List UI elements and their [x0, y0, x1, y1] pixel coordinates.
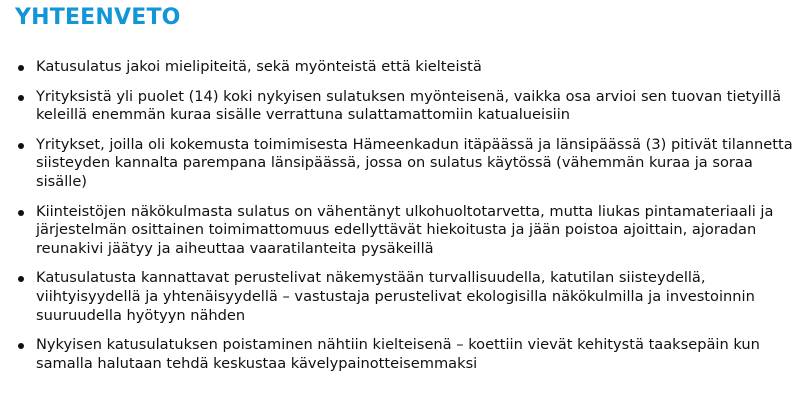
bullet-text: Yrityksistä yli puolet (14) koki nykyisen sulatuksen myönteisenä, vaikka osa arvioi sen tuovan tietyillä keleillä enemmän kuraa sisälle verrattuna sulattamattomiin katualueisiin	[36, 87, 782, 124]
list-item	[0, 336, 801, 373]
page-title: YHTEENVETO	[15, 5, 181, 30]
bullet-text: Kiinteistöjen näkökulmasta sulatus on vähentänyt ulkohuoltotarvetta, mutta liukas pintamateriaali ja järjestelmän osittainen toimimattomuus edellyttävät hiekoitusta ja jään poistoa ajoittain, ajoradan reunakivi jäätyy ja aiheuttaa vaaratilanteita pysäkeillä	[36, 202, 774, 257]
bullet-icon	[18, 276, 24, 282]
bullet-text: Yritykset, joilla oli kokemusta toimimisesta Hämeenkadun itäpäässä ja länsipäässä (3) pitivät tilannetta siisteyden kannalta parempana länsipäässä, jossa on sulatus käytössä (vähemmän kuraa ja soraa sisälle)	[36, 135, 793, 190]
bullet-icon	[18, 210, 24, 216]
list-item	[0, 136, 801, 192]
bullet-text: Katusulatus jakoi mielipiteitä, sekä myönteistä että kielteistä	[36, 58, 482, 75]
bullet-text: Katusulatusta kannattavat perustelivat näkemystään turvallisuudella, katutilan siisteydellä, viihtyisyydellä ja yhtenäisyydellä – vastustaja perustelivat ekologisilla näkökulmilla ja investoinnin suuruudella hyötyyn nähden	[36, 269, 755, 324]
list-item	[0, 58, 801, 77]
list-item	[0, 203, 801, 259]
bullet-icon	[18, 65, 24, 71]
bullet-text: Nykyisen katusulatuksen poistaminen nähtiin kielteisenä – koettiin vievät kehitystä taaksepäin kun samalla halutaan tehdä keskustaa kävelypainotteisemmaksi	[36, 336, 760, 372]
bullet-icon	[18, 343, 24, 349]
list-item	[0, 88, 801, 125]
summary-bullet-list	[0, 58, 801, 384]
list-item	[0, 269, 801, 325]
bullet-icon	[18, 95, 24, 101]
bullet-icon	[18, 143, 24, 149]
